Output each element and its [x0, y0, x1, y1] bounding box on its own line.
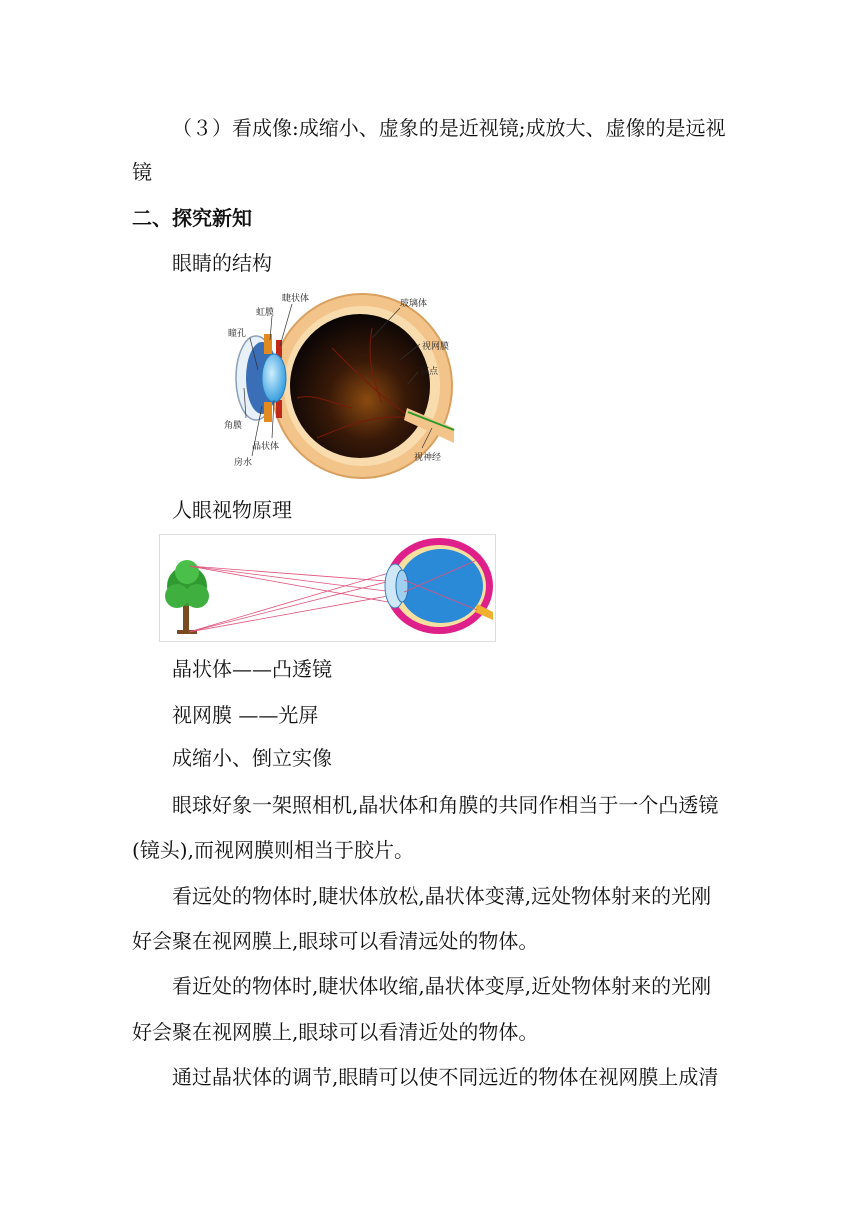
figure-title: 人眼视物原理: [172, 498, 292, 522]
text-line: 好会聚在视网膜上,眼球可以看清远处的物体。: [132, 929, 539, 953]
label-vitreous: 玻璃体: [400, 299, 428, 309]
vision-principle-diagram: [159, 534, 496, 642]
label-optic-nerve: 视神经: [414, 453, 442, 463]
label-retina: 视网膜: [422, 342, 450, 352]
text-line: 看近处的物体时,睫状体收缩,晶状体变厚,近处物体射来的光刚: [172, 974, 712, 998]
label-lens: 晶状体: [252, 442, 280, 452]
text-line: 视网膜 ——光屏: [172, 703, 319, 727]
text-line: 好会聚在视网膜上,眼球可以看清近处的物体。: [132, 1020, 539, 1044]
label-pupil: 瞳孔: [228, 329, 247, 339]
label-iris: 虹膜: [256, 308, 275, 318]
label-blind-spot: 盲点: [420, 367, 439, 377]
text-line: (镜头),而视网膜则相当于胶片。: [132, 838, 414, 862]
section-heading: 二、探究新知: [132, 206, 252, 230]
text-line: （３）看成像:成缩小、虚象的是近视镜;成放大、虚像的是远视: [172, 116, 726, 140]
text-line: 晶状体——凸透镜: [172, 657, 332, 681]
text-line: 看远处的物体时,睫状体放松,晶状体变薄,远处物体射来的光刚: [172, 884, 712, 908]
eye-structure-diagram: [222, 288, 457, 483]
label-cornea: 角膜: [224, 421, 243, 431]
figure-title: 眼睛的结构: [172, 251, 272, 275]
text-line: 眼球好象一架照相机,晶状体和角膜的共同作相当于一个凸透镜: [172, 793, 719, 817]
label-ciliary: 睫状体: [282, 294, 310, 304]
text-line: 镜: [132, 160, 152, 184]
text-line: 通过晶状体的调节,眼睛可以使不同远近的物体在视网膜上成清: [172, 1065, 719, 1089]
label-aqueous: 房水: [234, 458, 253, 468]
text-line: 成缩小、倒立实像: [172, 746, 332, 770]
